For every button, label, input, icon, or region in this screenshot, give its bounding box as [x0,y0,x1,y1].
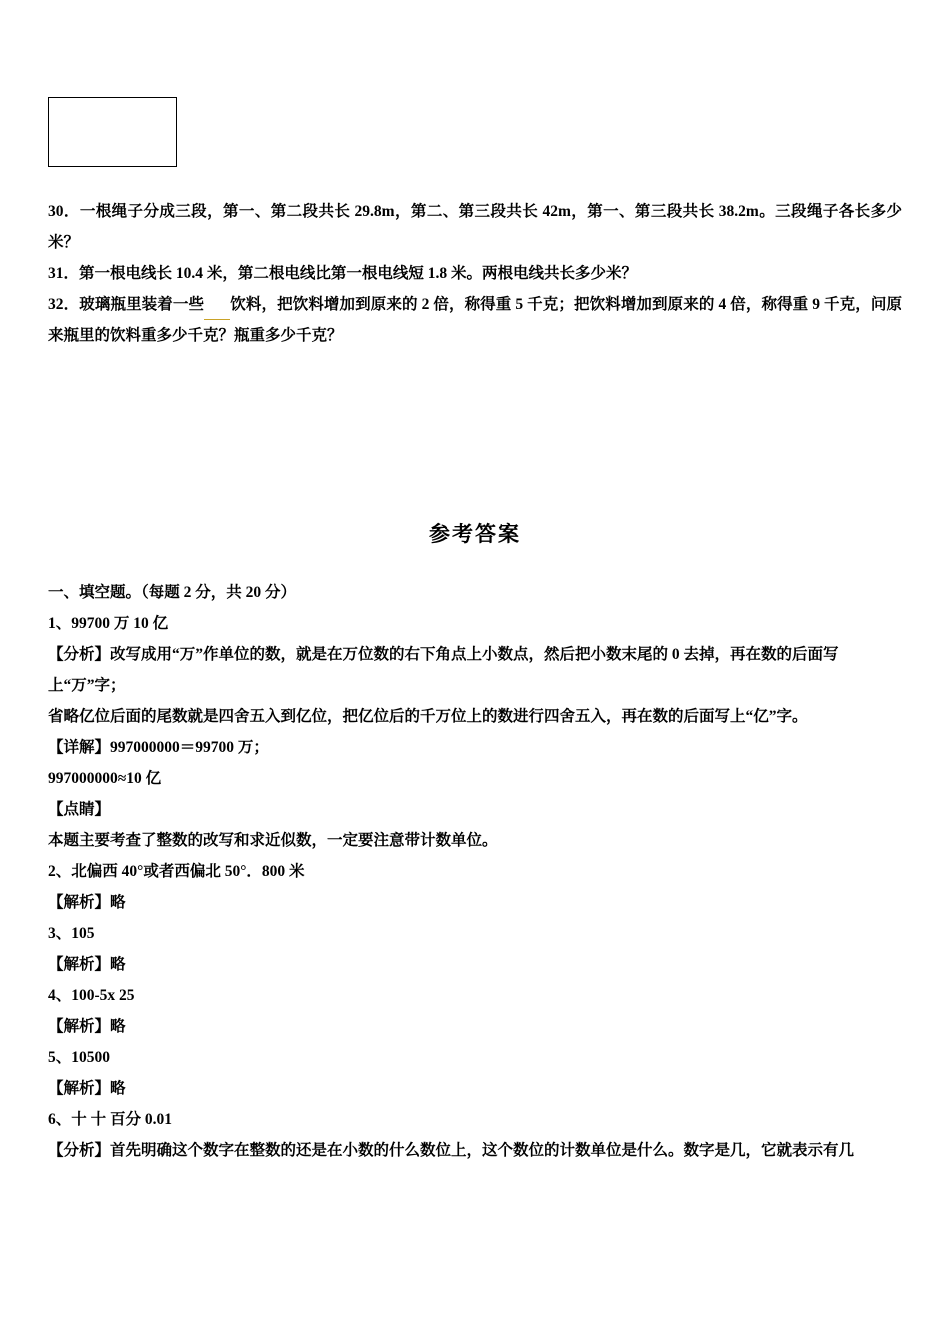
answer-line: 【点睛】 [48,801,111,818]
answer-line: 【解析】略 [48,1018,126,1035]
answer-line: 【解析】略 [48,894,126,911]
question-30: 30．一根绳子分成三段，第一、第二段共长 29.8m，第二、第三段共长 42m，第一、第三段共长 38.2m。三段绳子各长多少米？ [48,203,902,251]
answer-line: 5、10500 [48,1049,111,1066]
answer-line: 【分析】首先明确这个数字在整数的还是在小数的什么数位上，这个数位的计数单位是什么。数字是几，它就表示有几 [48,1142,855,1159]
answer-line: 6、十 十 百分 0.01 [48,1111,173,1128]
question-32-part2: 饮料，把饮料增加到原来的 2 倍，称得重 5 千克；把饮料增加到原来的 4 倍，称得重 9 千克，问原来瓶里的饮料重多少千克？瓶重多少千克？ [48,296,902,344]
answer-line: 2、北偏西 40°或者西偏北 50°．800 米 [48,863,305,880]
answer-line: 【分析】改写成用“万”作单位的数，就是在万位数的右下角点上小数点，然后把小数末尾的 0 去掉，再在数的后面写上“万”字； [48,646,839,694]
question-32-part1: 32．玻璃瓶里装着一些 [48,296,205,313]
answer-line: 3、105 [48,925,95,942]
answers-title: 参考答案 [429,522,521,546]
answer-line: 本题主要考查了整数的改写和求近似数，一定要注意带计数单位。 [48,832,498,849]
blank-underline [204,304,230,320]
empty-answer-box [48,97,177,167]
answer-line: 997000000≈10 亿 [48,770,162,787]
answer-line: 4、100-5x 25 [48,987,135,1004]
answer-line: 【解析】略 [48,956,126,973]
answer-line: 【详解】997000000＝99700 万； [48,739,269,756]
question-32 [48,289,902,351]
question-31: 31．第一根电线长 10.4 米，第二根电线比第一根电线短 1.8 米。两根电线共长多少米？ [48,265,638,282]
document-content [48,0,902,1166]
answer-line: 1、99700 万 10 亿 [48,615,169,632]
spacer [48,351,902,519]
answer-line: 【解析】略 [48,1080,126,1097]
answer-line: 省略亿位后面的尾数就是四舍五入到亿位，把亿位后的千万位上的数进行四舍五入，再在数的后面写上“亿”字。 [48,708,808,725]
section-heading-fill-in-blanks: 一、填空题。（每题 2 分，共 20 分） [48,584,297,601]
